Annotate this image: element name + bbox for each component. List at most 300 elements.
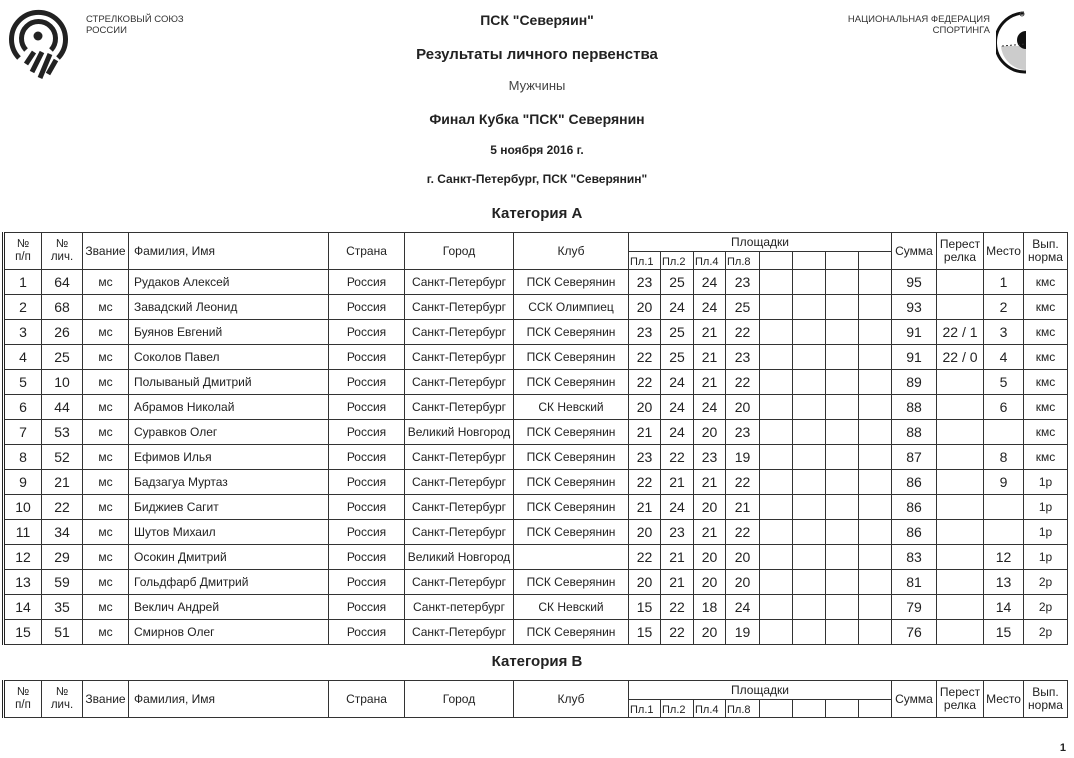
org-left-line2: РОССИИ <box>86 25 127 36</box>
cell-place: 6 <box>984 395 1024 420</box>
cell-rank: мс <box>83 420 129 445</box>
col-country-header: Страна <box>329 681 405 718</box>
col-range-empty-7 <box>826 252 859 270</box>
cell-club: ПСК Северянин <box>514 495 629 520</box>
category-a-results-table <box>2 232 1068 645</box>
cell-score-2: 21 <box>661 545 694 570</box>
cell-norm: кмс <box>1024 270 1068 295</box>
cell-score-1: 15 <box>629 620 661 645</box>
cell-score-5 <box>760 445 793 470</box>
cell-club <box>514 545 629 570</box>
cell-bib: 25 <box>42 345 83 370</box>
cell-score-8 <box>859 320 892 345</box>
cell-norm: 1р <box>1024 470 1068 495</box>
cell-score-6 <box>793 620 826 645</box>
col-norm-header <box>1024 233 1068 270</box>
cell-score-6 <box>793 395 826 420</box>
cell-score-3: 20 <box>694 545 726 570</box>
cell-bib: 53 <box>42 420 83 445</box>
col-shootoff-header <box>937 681 984 718</box>
cell-place: 14 <box>984 595 1024 620</box>
cell-score-1: 20 <box>629 295 661 320</box>
cell-score-8 <box>859 345 892 370</box>
cell-place: 1 <box>984 270 1024 295</box>
col-bib-line2: лич. <box>50 251 74 263</box>
cell-score-8 <box>859 495 892 520</box>
col-bib-header <box>42 681 83 718</box>
cell-score-5 <box>760 370 793 395</box>
cell-score-7 <box>826 270 859 295</box>
cell-norm: 1р <box>1024 495 1068 520</box>
table-row <box>4 470 1068 495</box>
cell-bib: 64 <box>42 270 83 295</box>
cell-shootoff: 22 / 0 <box>937 345 984 370</box>
col-shootoff-line1: Перест <box>939 237 981 251</box>
cell-bib: 68 <box>42 295 83 320</box>
col-ranges-header: Площадки <box>629 681 892 700</box>
cell-place: 13 <box>984 570 1024 595</box>
col-country-header: Страна <box>329 233 405 270</box>
cell-score-2: 22 <box>661 595 694 620</box>
cell-norm: кмс <box>1024 320 1068 345</box>
cell-num: 12 <box>4 545 42 570</box>
cell-score-5 <box>760 620 793 645</box>
cell-score-5 <box>760 320 793 345</box>
cell-total: 91 <box>892 345 937 370</box>
cell-num: 1 <box>4 270 42 295</box>
cell-score-4: 24 <box>726 595 760 620</box>
cell-score-1: 21 <box>629 420 661 445</box>
cell-rank: мс <box>83 445 129 470</box>
cell-place: 15 <box>984 620 1024 645</box>
cell-score-5 <box>760 345 793 370</box>
table-row <box>4 320 1068 345</box>
cell-total: 93 <box>892 295 937 320</box>
cell-num: 3 <box>4 320 42 345</box>
col-place-header: Место <box>984 681 1024 718</box>
cell-score-3: 21 <box>694 320 726 345</box>
col-norm-header <box>1024 681 1068 718</box>
cell-rank: мс <box>83 270 129 295</box>
cell-norm: 2р <box>1024 570 1068 595</box>
cell-score-7 <box>826 370 859 395</box>
col-num-line2: п/п <box>15 699 31 711</box>
cell-score-8 <box>859 595 892 620</box>
cell-country: Россия <box>329 470 405 495</box>
col-shootoff-header <box>937 233 984 270</box>
cell-city: Санкт-петербург <box>405 595 514 620</box>
cell-country: Россия <box>329 370 405 395</box>
cell-score-7 <box>826 620 859 645</box>
cell-score-2: 22 <box>661 620 694 645</box>
cell-score-8 <box>859 470 892 495</box>
col-total-header: Сумма <box>892 233 937 270</box>
table-row <box>4 370 1068 395</box>
col-place-header: Место <box>984 233 1024 270</box>
cell-norm: кмс <box>1024 345 1068 370</box>
cell-place: 3 <box>984 320 1024 345</box>
cell-score-7 <box>826 420 859 445</box>
cell-score-5 <box>760 595 793 620</box>
cell-norm: 2р <box>1024 595 1068 620</box>
cell-city: Санкт-Петербург <box>405 370 514 395</box>
cell-total: 91 <box>892 320 937 345</box>
cell-shootoff <box>937 620 984 645</box>
cell-bib: 35 <box>42 595 83 620</box>
cell-score-3: 21 <box>694 520 726 545</box>
cell-score-6 <box>793 345 826 370</box>
cell-score-2: 24 <box>661 295 694 320</box>
cell-score-4: 23 <box>726 345 760 370</box>
cell-bib: 44 <box>42 395 83 420</box>
org-right-line2: СПОРТИНГА <box>932 25 990 36</box>
cell-score-7 <box>826 470 859 495</box>
cell-shootoff <box>937 420 984 445</box>
table-row <box>4 445 1068 470</box>
cell-score-1: 22 <box>629 470 661 495</box>
col-ranges-header: Площадки <box>629 233 892 252</box>
cell-country: Россия <box>329 495 405 520</box>
cell-score-6 <box>793 270 826 295</box>
col-name-header: Фамилия, Имя <box>129 233 329 270</box>
col-range-empty-8 <box>859 252 892 270</box>
cell-score-8 <box>859 545 892 570</box>
cell-score-4: 19 <box>726 620 760 645</box>
cell-score-8 <box>859 570 892 595</box>
cell-score-1: 23 <box>629 320 661 345</box>
cell-total: 88 <box>892 395 937 420</box>
cell-place: 4 <box>984 345 1024 370</box>
cell-name: Полываный Дмитрий <box>129 370 329 395</box>
cell-score-2: 24 <box>661 420 694 445</box>
cell-shootoff <box>937 395 984 420</box>
cell-bib: 22 <box>42 495 83 520</box>
cell-score-4: 22 <box>726 370 760 395</box>
cell-club: СК Невский <box>514 395 629 420</box>
cell-city: Великий Новгород <box>405 420 514 445</box>
cell-name: Суравков Олег <box>129 420 329 445</box>
cell-score-5 <box>760 545 793 570</box>
cell-city: Санкт-Петербург <box>405 295 514 320</box>
cell-bib: 10 <box>42 370 83 395</box>
cell-score-6 <box>793 420 826 445</box>
cell-score-7 <box>826 395 859 420</box>
col-club-header: Клуб <box>514 233 629 270</box>
cell-score-4: 22 <box>726 520 760 545</box>
cell-score-2: 25 <box>661 320 694 345</box>
event-date: 5 ноября 2016 г. <box>490 143 584 157</box>
cell-shootoff <box>937 470 984 495</box>
cell-norm: кмс <box>1024 445 1068 470</box>
cell-score-1: 20 <box>629 520 661 545</box>
cell-score-2: 21 <box>661 470 694 495</box>
category-a-table-wrap <box>2 232 1068 645</box>
cell-score-3: 20 <box>694 420 726 445</box>
cell-score-4: 21 <box>726 495 760 520</box>
cell-total: 89 <box>892 370 937 395</box>
col-num-header <box>4 233 42 270</box>
cell-score-7 <box>826 495 859 520</box>
cell-bib: 34 <box>42 520 83 545</box>
cell-score-1: 21 <box>629 495 661 520</box>
table-row <box>4 295 1068 320</box>
cell-score-3: 24 <box>694 395 726 420</box>
cell-score-1: 22 <box>629 545 661 570</box>
cell-score-2: 22 <box>661 445 694 470</box>
cell-norm: 2р <box>1024 620 1068 645</box>
cell-score-1: 23 <box>629 270 661 295</box>
cell-score-8 <box>859 370 892 395</box>
category-b-table-wrap <box>2 680 1068 718</box>
col-name-header: Фамилия, Имя <box>129 681 329 718</box>
cell-score-5 <box>760 570 793 595</box>
cell-num: 5 <box>4 370 42 395</box>
cell-bib: 52 <box>42 445 83 470</box>
cell-score-2: 24 <box>661 395 694 420</box>
col-shootoff-line1: Перест <box>939 685 981 699</box>
cell-rank: мс <box>83 620 129 645</box>
cell-score-6 <box>793 520 826 545</box>
cell-rank: мс <box>83 470 129 495</box>
col-range-8: Пл.8 <box>726 252 760 270</box>
cell-bib: 29 <box>42 545 83 570</box>
cell-place <box>984 420 1024 445</box>
cell-country: Россия <box>329 295 405 320</box>
cell-score-5 <box>760 395 793 420</box>
cell-total: 79 <box>892 595 937 620</box>
cell-club: ПСК Северянин <box>514 270 629 295</box>
cell-score-8 <box>859 420 892 445</box>
category-b-header <box>4 681 1068 718</box>
cell-score-7 <box>826 595 859 620</box>
cell-score-6 <box>793 295 826 320</box>
category-a-body <box>4 270 1068 645</box>
cell-city: Санкт-Петербург <box>405 495 514 520</box>
table-row <box>4 270 1068 295</box>
col-bib-header <box>42 233 83 270</box>
col-range-empty-6 <box>793 700 826 718</box>
cell-score-6 <box>793 545 826 570</box>
cell-num: 9 <box>4 470 42 495</box>
cell-norm: 1р <box>1024 520 1068 545</box>
cell-club: ПСК Северянин <box>514 445 629 470</box>
cell-score-4: 20 <box>726 395 760 420</box>
cell-city: Санкт-Петербург <box>405 570 514 595</box>
cell-num: 10 <box>4 495 42 520</box>
cell-club: ССК Олимпиец <box>514 295 629 320</box>
org-left-line1: СТРЕЛКОВЫЙ СОЮЗ <box>86 14 184 25</box>
cell-total: 88 <box>892 420 937 445</box>
cell-num: 7 <box>4 420 42 445</box>
cell-score-6 <box>793 595 826 620</box>
cell-num: 4 <box>4 345 42 370</box>
cell-score-4: 23 <box>726 420 760 445</box>
cell-score-2: 25 <box>661 345 694 370</box>
cell-shootoff <box>937 370 984 395</box>
col-range-empty-5 <box>760 252 793 270</box>
cell-score-2: 25 <box>661 270 694 295</box>
event-title: Финал Кубка "ПСК" Северянин <box>429 111 645 127</box>
cell-score-2: 24 <box>661 370 694 395</box>
cell-num: 11 <box>4 520 42 545</box>
cell-bib: 21 <box>42 470 83 495</box>
cell-country: Россия <box>329 595 405 620</box>
cell-total: 87 <box>892 445 937 470</box>
page-number: 1 <box>1059 742 1066 754</box>
col-range-empty-8 <box>859 700 892 718</box>
cell-score-3: 21 <box>694 370 726 395</box>
cell-city: Великий Новгород <box>405 545 514 570</box>
cell-shootoff <box>937 270 984 295</box>
cell-score-3: 20 <box>694 620 726 645</box>
cell-score-4: 25 <box>726 295 760 320</box>
cell-club: ПСК Северянин <box>514 620 629 645</box>
col-num-line1: № <box>16 686 30 698</box>
table-row <box>4 395 1068 420</box>
cell-name: Соколов Павел <box>129 345 329 370</box>
cell-score-1: 22 <box>629 370 661 395</box>
cell-score-3: 18 <box>694 595 726 620</box>
cell-country: Россия <box>329 545 405 570</box>
cell-club: ПСК Северянин <box>514 320 629 345</box>
cell-score-5 <box>760 520 793 545</box>
cell-rank: мс <box>83 495 129 520</box>
cell-country: Россия <box>329 345 405 370</box>
col-city-header: Город <box>405 233 514 270</box>
cell-score-7 <box>826 570 859 595</box>
col-range-8: Пл.8 <box>726 700 760 718</box>
col-norm-line2: норма <box>1028 698 1063 712</box>
cell-bib: 26 <box>42 320 83 345</box>
cell-num: 13 <box>4 570 42 595</box>
cell-name: Рудаков Алексей <box>129 270 329 295</box>
col-shootoff-line2: релка <box>943 250 977 264</box>
col-range-2: Пл.2 <box>661 700 694 718</box>
cell-place <box>984 520 1024 545</box>
cell-score-5 <box>760 470 793 495</box>
cell-rank: мс <box>83 320 129 345</box>
cell-club: ПСК Северянин <box>514 370 629 395</box>
cell-score-8 <box>859 620 892 645</box>
cell-norm: кмс <box>1024 420 1068 445</box>
cell-country: Россия <box>329 620 405 645</box>
cell-city: Санкт-Петербург <box>405 620 514 645</box>
cell-total: 86 <box>892 495 937 520</box>
cell-score-1: 20 <box>629 395 661 420</box>
cell-city: Санкт-Петербург <box>405 520 514 545</box>
event-location: г. Санкт-Петербург, ПСК "Северянин" <box>426 172 648 186</box>
cell-rank: мс <box>83 345 129 370</box>
cell-score-2: 23 <box>661 520 694 545</box>
cell-name: Бадзагуа Муртаз <box>129 470 329 495</box>
cell-bib: 51 <box>42 620 83 645</box>
cell-score-7 <box>826 520 859 545</box>
cell-shootoff <box>937 445 984 470</box>
category-a-header <box>4 233 1068 270</box>
cell-place: 8 <box>984 445 1024 470</box>
col-club-header: Клуб <box>514 681 629 718</box>
cell-city: Санкт-Петербург <box>405 395 514 420</box>
cell-total: 83 <box>892 545 937 570</box>
cell-shootoff <box>937 520 984 545</box>
cell-name: Осокин Дмитрий <box>129 545 329 570</box>
cell-country: Россия <box>329 420 405 445</box>
col-norm-line1: Вып. <box>1032 237 1059 251</box>
club-title: ПСК "Северяин" <box>480 12 594 28</box>
col-total-header: Сумма <box>892 681 937 718</box>
cell-total: 81 <box>892 570 937 595</box>
cell-rank: мс <box>83 295 129 320</box>
cell-name: Смирнов Олег <box>129 620 329 645</box>
cell-norm: кмс <box>1024 395 1068 420</box>
cell-num: 6 <box>4 395 42 420</box>
cell-score-7 <box>826 345 859 370</box>
cell-score-8 <box>859 270 892 295</box>
cell-score-8 <box>859 395 892 420</box>
cell-rank: мс <box>83 595 129 620</box>
cell-country: Россия <box>329 270 405 295</box>
col-city-header: Город <box>405 681 514 718</box>
cell-city: Санкт-Петербург <box>405 470 514 495</box>
cell-place: 5 <box>984 370 1024 395</box>
cell-score-2: 21 <box>661 570 694 595</box>
cell-score-7 <box>826 320 859 345</box>
cell-score-1: 23 <box>629 445 661 470</box>
cell-score-7 <box>826 295 859 320</box>
cell-shootoff <box>937 595 984 620</box>
cell-club: ПСК Северянин <box>514 520 629 545</box>
cell-score-8 <box>859 520 892 545</box>
cell-score-4: 19 <box>726 445 760 470</box>
cell-score-3: 20 <box>694 495 726 520</box>
cell-country: Россия <box>329 445 405 470</box>
cell-score-1: 22 <box>629 345 661 370</box>
table-row <box>4 345 1068 370</box>
org-right-line1: НАЦИОНАЛЬНАЯ ФЕДЕРАЦИЯ <box>847 14 990 25</box>
cell-score-4: 22 <box>726 470 760 495</box>
col-bib-line2: лич. <box>50 699 74 711</box>
cell-num: 14 <box>4 595 42 620</box>
col-norm-line2: норма <box>1028 250 1063 264</box>
cell-country: Россия <box>329 570 405 595</box>
cell-score-6 <box>793 495 826 520</box>
cell-name: Веклич Андрей <box>129 595 329 620</box>
cell-rank: мс <box>83 395 129 420</box>
cell-country: Россия <box>329 520 405 545</box>
cell-score-2: 24 <box>661 495 694 520</box>
cell-name: Биджиев Сагит <box>129 495 329 520</box>
cell-name: Ефимов Илья <box>129 445 329 470</box>
cell-score-7 <box>826 545 859 570</box>
col-shootoff-line2: релка <box>943 698 977 712</box>
col-bib-line1: № <box>55 686 69 698</box>
col-rank-header: Звание <box>83 681 129 718</box>
cell-rank: мс <box>83 520 129 545</box>
cell-score-3: 21 <box>694 470 726 495</box>
category-a-title: Категория А <box>491 205 583 222</box>
table-row <box>4 495 1068 520</box>
cell-score-3: 23 <box>694 445 726 470</box>
col-range-4: Пл.4 <box>694 252 726 270</box>
cell-score-5 <box>760 270 793 295</box>
cell-city: Санкт-Петербург <box>405 270 514 295</box>
cell-score-3: 20 <box>694 570 726 595</box>
col-num-header <box>4 681 42 718</box>
col-norm-line1: Вып. <box>1032 685 1059 699</box>
cell-name: Шутов Михаил <box>129 520 329 545</box>
cell-shootoff <box>937 545 984 570</box>
col-num-line2: п/п <box>15 251 31 263</box>
